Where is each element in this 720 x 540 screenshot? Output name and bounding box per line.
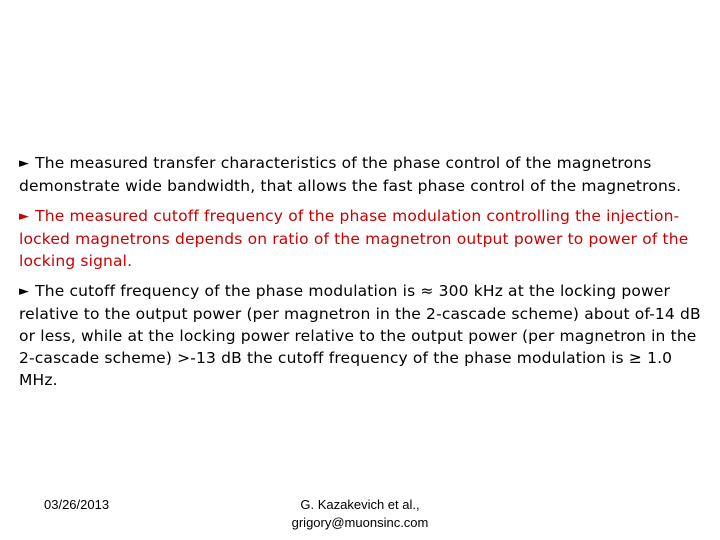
footer-author-name: G. Kazakevich et al., [300,497,420,512]
footer-author [240,496,480,532]
bullet-text-2: The measured cutoff frequency of the phase modulation controlling the injection-locked magnetrons depends on ratio of the magnetron output power to power of the locking signal. [19,207,689,270]
right-triangle-arrow-icon: ► [19,209,30,224]
right-triangle-arrow-icon: ► [19,284,30,299]
bullet-paragraph-1 [19,152,709,197]
bullet-paragraph-3 [19,280,709,391]
bullet-text-3: The cutoff frequency of the phase modulation is ≈ 300 kHz at the locking power relative to the output power (per magnetron in the 2-cascade scheme) about of-14 dB or less, while at the locking power relative to the output power (per magnetron in the 2-cascade scheme) >-13 dB the cutoff frequency of the phase modulation is ≥ 1.0 MHz. [19,282,701,389]
footer-author-email: grigory@muonsinc.com [291,515,429,530]
right-triangle-arrow-icon: ► [19,156,30,171]
bullet-paragraph-2 [19,205,709,272]
footer-date: 03/26/2013 [44,497,110,512]
bullet-text-1: The measured transfer characteristics of the phase control of the magnetrons demonstrate wide bandwidth, that allows the fast phase control of the magnetrons. [19,154,682,195]
bullet-list [19,152,709,399]
